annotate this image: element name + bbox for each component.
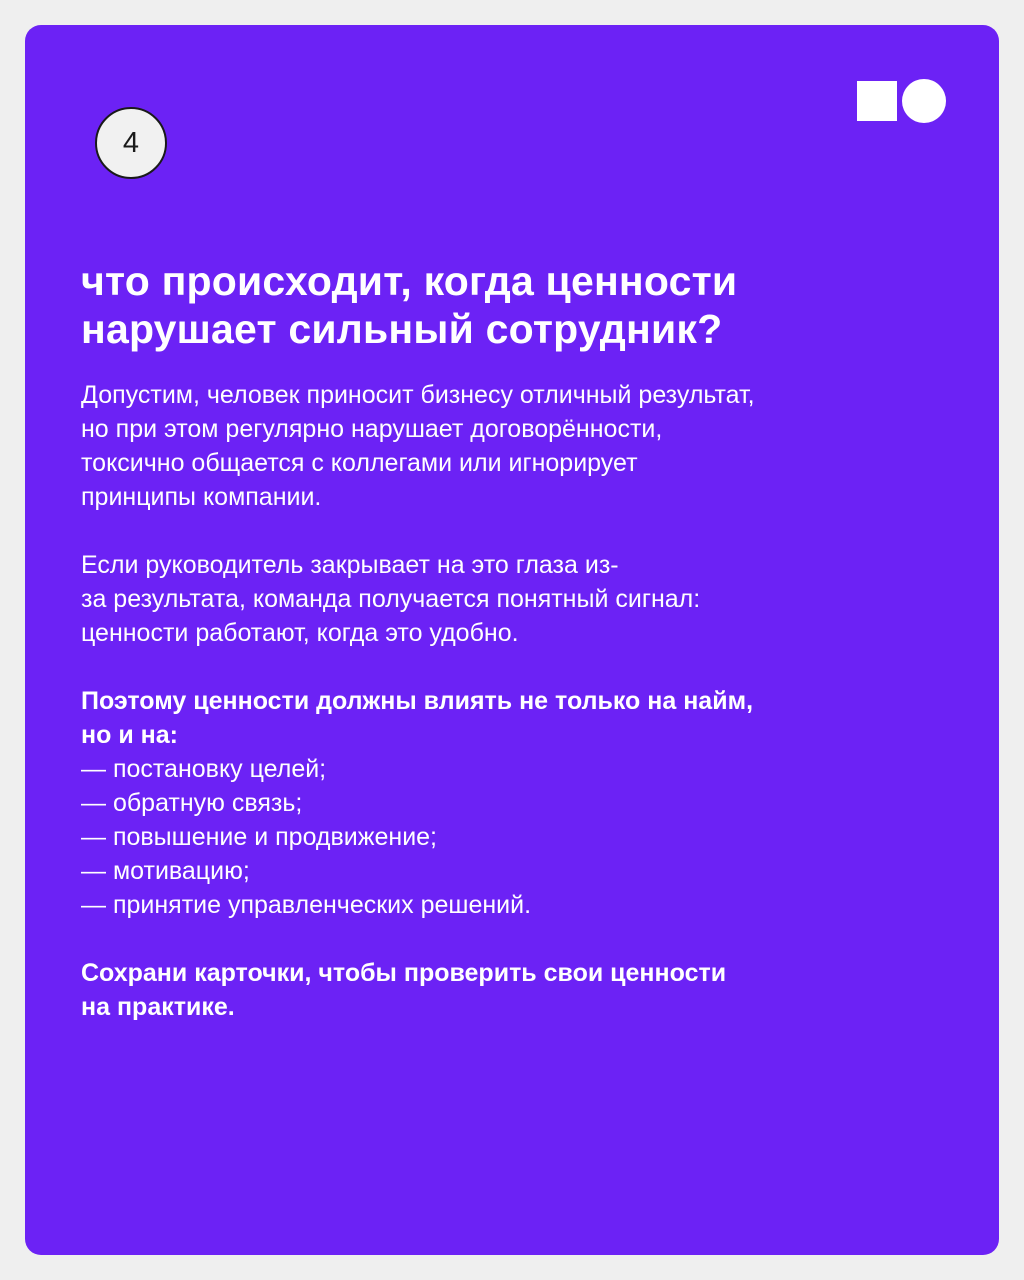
title-line: нарушает сильный сотрудник? — [81, 306, 723, 352]
emphasis-block — [81, 684, 961, 922]
list-item: — постановку целей; — [81, 755, 327, 783]
closing-line: Сохрани карточки, чтобы проверить свои ценности — [81, 959, 727, 987]
page-title — [81, 257, 961, 353]
emphasis-line: но и на: — [81, 721, 178, 749]
title-line: что происходит, когда ценности — [81, 258, 738, 304]
page-number: 4 — [122, 126, 140, 159]
body-text — [81, 378, 961, 1058]
list-item: — повышение и продвижение; — [81, 823, 438, 851]
brand-logo-icon — [857, 79, 947, 123]
text-line: токсично общается с коллегами или игнорирует — [81, 449, 638, 477]
closing-line: на практике. — [81, 993, 235, 1021]
page-number-badge — [95, 107, 167, 179]
text-line: за результата, команда получается понятный сигнал: — [81, 585, 701, 613]
card — [25, 25, 999, 1255]
list-item: — принятие управленческих решений. — [81, 891, 532, 919]
emphasis-line: Поэтому ценности должны влиять не только на найм, — [81, 687, 754, 715]
text-line: ценности работают, когда это удобно. — [81, 619, 519, 647]
list-item: — обратную связь; — [81, 789, 303, 817]
text-line: но при этом регулярно нарушает договорённости, — [81, 415, 663, 443]
paragraph-signal — [81, 548, 961, 650]
values-list — [81, 752, 961, 922]
text-line: Если руководитель закрывает на это глаза из- — [81, 551, 619, 579]
list-item: — мотивацию; — [81, 857, 250, 885]
text-line: принципы компании. — [81, 483, 322, 511]
paragraph-intro — [81, 378, 961, 514]
text-line: Допустим, человек приносит бизнесу отличный результат, — [81, 381, 755, 409]
closing-call-to-action — [81, 956, 961, 1024]
